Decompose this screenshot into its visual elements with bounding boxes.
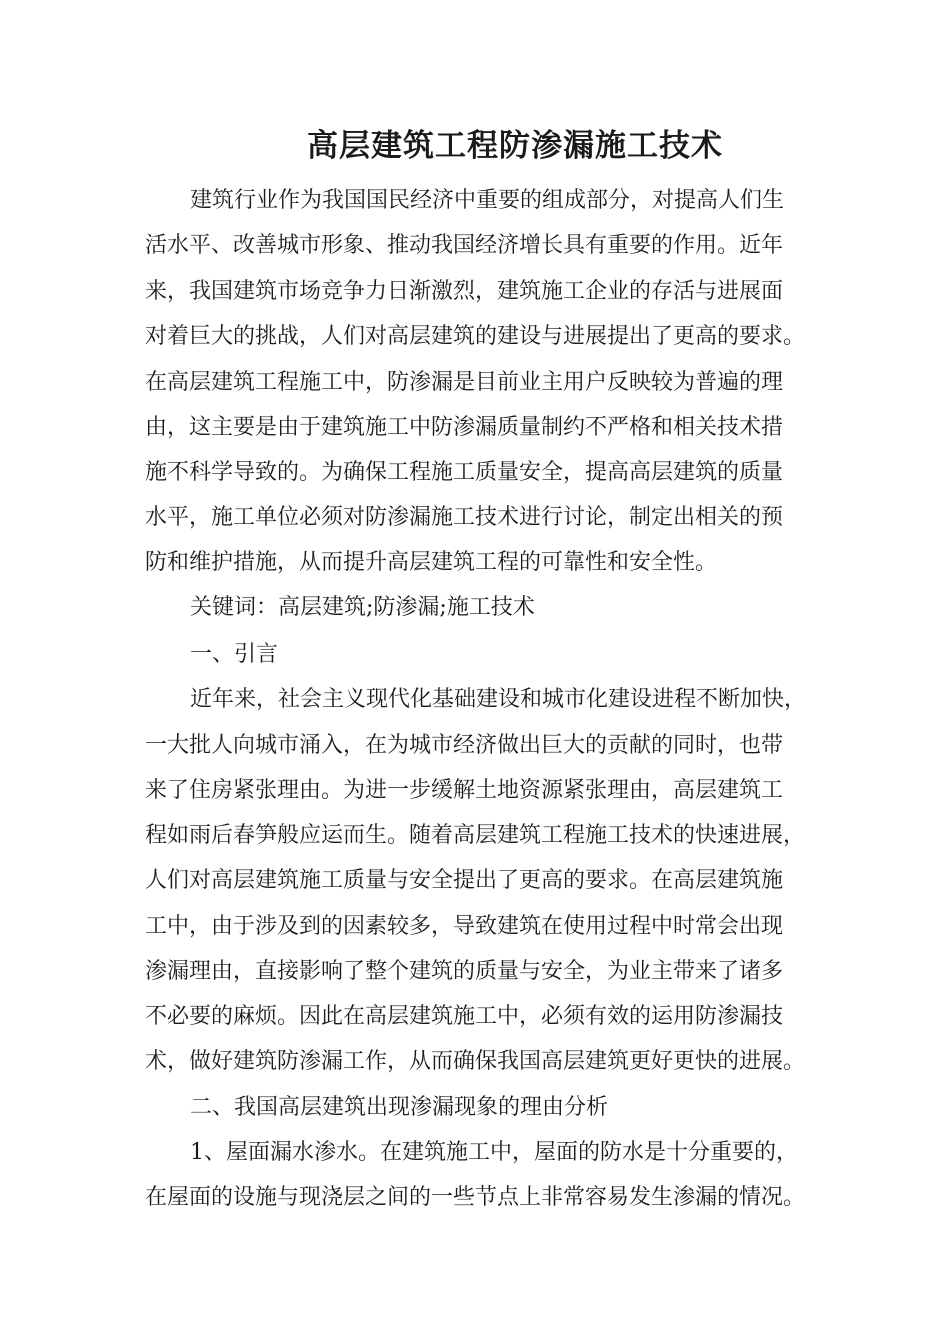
- text-line: 渗漏理由，直接影响了整个建筑的质量与安全，为业主带来了诸多: [145, 959, 784, 984]
- text-line: 术，做好建筑防渗漏工作，从而确保我国高层建筑更好更快的进展。: [145, 1049, 806, 1074]
- text-line: 由，这主要是由于建筑施工中防渗漏质量制约不严格和相关技术措: [145, 415, 784, 440]
- text-line: 对着巨大的挑战，人们对高层建筑的建设与进展提出了更高的要求。: [145, 324, 806, 349]
- text-line: 1、屋面漏水渗水。在建筑施工中，屋面的防水是十分重要的，: [190, 1140, 798, 1165]
- section-heading: 二、我国高层建筑出现渗漏现象的理由分析: [190, 1095, 609, 1120]
- text-line: 建筑行业作为我国国民经济中重要的组成部分，对提高人们生: [190, 188, 785, 213]
- text-line: 来，我国建筑市场竞争力日渐激烈，建筑施工企业的存活与进展面: [145, 279, 784, 304]
- text-line: 水平，施工单位必须对防渗漏施工技术进行讨论，制定出相关的预: [145, 505, 784, 530]
- keywords-line: 关键词：高层建筑;防渗漏;施工技术: [190, 595, 535, 620]
- section-heading: 一、引言: [190, 642, 279, 667]
- text-line: 施不科学导致的。为确保工程施工质量安全，提高高层建筑的质量: [145, 460, 784, 485]
- text-line: 来了住房紧张理由。为进一步缓解土地资源紧张理由，高层建筑工: [145, 778, 784, 803]
- text-line: 防和维护措施，从而提升高层建筑工程的可靠性和安全性。: [145, 550, 718, 575]
- text-line: 在屋面的设施与现浇层之间的一些节点上非常容易发生渗漏的情况。: [145, 1185, 806, 1210]
- text-line: 程如雨后春笋般应运而生。随着高层建筑工程施工技术的快速进展，: [145, 823, 806, 848]
- text-line: 在高层建筑工程施工中，防渗漏是目前业主用户反映较为普遍的理: [145, 370, 784, 395]
- text-line: 工中，由于涉及到的因素较多，导致建筑在使用过程中时常会出现: [145, 914, 784, 939]
- text-line: 近年来，社会主义现代化基础建设和城市化建设进程不断加快，: [190, 687, 807, 712]
- text-line: 人们对高层建筑施工质量与安全提出了更高的要求。在高层建筑施: [145, 868, 784, 893]
- text-line: 一大批人向城市涌入，在为城市经济做出巨大的贡献的同时，也带: [145, 733, 784, 758]
- text-line: 活水平、改善城市形象、推动我国经济增长具有重要的作用。近年: [145, 233, 784, 258]
- document-title: 高层建筑工程防渗漏施工技术: [307, 128, 723, 164]
- text-line: 不必要的麻烦。因此在高层建筑施工中，必须有效的运用防渗漏技: [145, 1004, 784, 1029]
